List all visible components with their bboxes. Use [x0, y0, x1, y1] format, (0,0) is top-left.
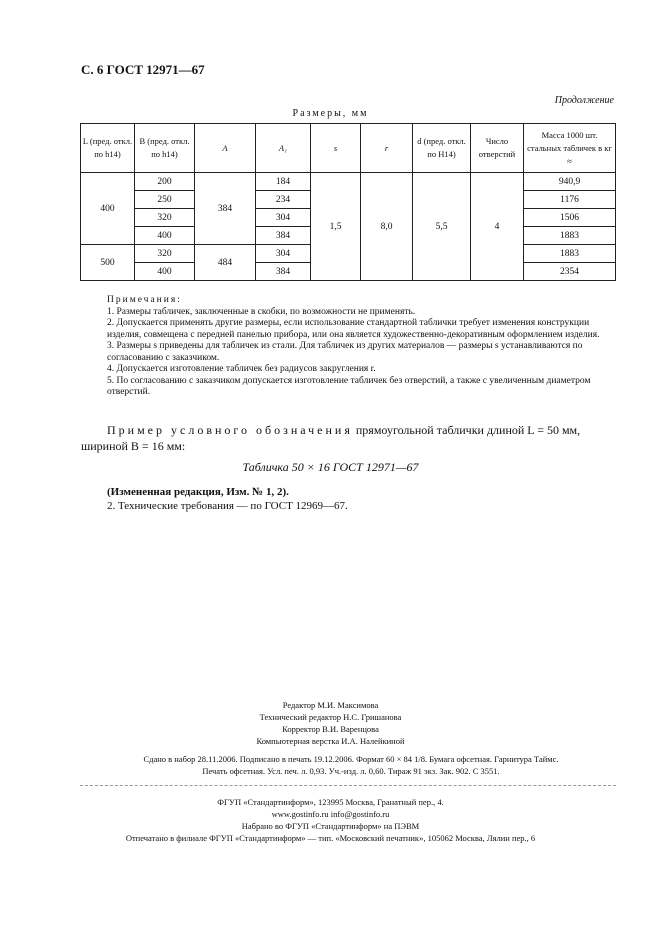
cell-A1: 234	[256, 191, 311, 209]
tech-requirements: 2. Технические требования — по ГОСТ 12969—67.	[107, 500, 348, 512]
amendment-note: (Измененная редакция, Изм. № 1, 2).	[107, 486, 289, 498]
example-paragraph	[81, 422, 616, 454]
header-d: d (пред. откл. по H14)	[413, 124, 471, 173]
example-text: прямоугольной таблички длиной L = 50 мм, шириной B = 16 мм:	[81, 423, 581, 453]
cell-A: 484	[195, 245, 256, 281]
cell-B: 400	[135, 227, 195, 245]
note-item: 5. По согласованию с заказчиком допускается изготовление табличек без отверстий, а также с увеличенным диаметром отверстий.	[107, 375, 591, 397]
footer-line: Отпечатано в филиале ФГУП «Стандартинформ» — тип. «Московский печатник», 105062 Москва, Лялин пер., 6	[125, 833, 536, 843]
footer-line: www.gostinfo.ru info@gostinfo.ru	[271, 809, 390, 819]
table-row	[81, 173, 616, 191]
note-item: 1. Размеры табличек, заключенные в скобки, по возможности не применять.	[107, 306, 416, 317]
header-A: A	[195, 124, 256, 173]
cell-B: 320	[135, 209, 195, 227]
header-mass: Масса 1000 шт. стальных табличек в кг ≈	[524, 124, 616, 173]
cell-A1: 184	[256, 173, 311, 191]
credit-corrector: Корректор В.И. Варенцова	[282, 724, 379, 734]
cell-holes: 4	[471, 173, 524, 281]
note-item: 4. Допускается изготовление табличек без радиусов закругления r.	[107, 364, 376, 374]
credit-tech-editor: Технический редактор Н.С. Гришанова	[259, 712, 402, 722]
cell-L: 500	[81, 245, 135, 281]
cell-A: 384	[195, 173, 256, 245]
example-lead: Пример условного обозначения	[107, 423, 353, 437]
cell-B: 250	[135, 191, 195, 209]
cell-A1: 384	[256, 227, 311, 245]
page-header: С. 6 ГОСТ 12971—67	[81, 62, 205, 77]
cell-d: 5,5	[413, 173, 471, 281]
footer-line: ФГУП «Стандартинформ», 123995 Москва, Гранатный пер., 4.	[217, 797, 444, 807]
cell-B: 320	[135, 245, 195, 263]
cell-A1: 304	[256, 209, 311, 227]
divider	[80, 785, 616, 786]
print-info	[86, 753, 616, 777]
cell-mass: 940,9	[524, 173, 616, 191]
header-A1: A₁	[256, 124, 311, 173]
cell-mass: 2354	[524, 263, 616, 281]
note-item: 2. Допускается применять другие размеры, если использование стандартной таблички требует изменения конструкции изделия, совмещена с передней панелью прибора, или она является художественно-декоративным оформлением изделия.	[107, 318, 600, 340]
sizes-caption: Размеры, мм	[292, 108, 369, 119]
print-info-line: Печать офсетная. Усл. печ. л. 0,93. Уч.-изд. л. 0,60. Тираж 91 экз. Зак. 902. С 3551.	[202, 766, 500, 776]
header-L: L (пред. откл. по h14)	[81, 124, 135, 173]
dimensions-table	[80, 123, 616, 281]
cell-B: 400	[135, 263, 195, 281]
header-r: r	[361, 124, 413, 173]
cell-A1: 304	[256, 245, 311, 263]
notes-title: Примечания:	[107, 295, 182, 305]
credit-editor: Редактор М.И. Максимова	[282, 700, 379, 710]
print-info-line: Сдано в набор 28.11.2006. Подписано в печать 19.12.2006. Формат 60 × 84 1/8. Бумага офсетная. Гарнитура Таймс.	[143, 754, 559, 764]
credit-layout: Компьютерная верстка И.А. Налейкиной	[256, 736, 405, 746]
footer-line: Набрано во ФГУП «Стандартинформ» на ПЭВМ	[241, 821, 420, 831]
cell-A1: 384	[256, 263, 311, 281]
cell-mass: 1506	[524, 209, 616, 227]
header-B: B (пред. откл. по h14)	[135, 124, 195, 173]
continuation-label: Продолжение	[554, 95, 614, 106]
note-item: 3. Размеры s приведены для табличек из стали. Для табличек из других материалов — размеры s устанавливаются по согласованию с заказчиком.	[107, 341, 583, 363]
notes-block	[107, 295, 615, 399]
cell-mass: 1176	[524, 191, 616, 209]
cell-mass: 1883	[524, 245, 616, 263]
cell-L: 400	[81, 173, 135, 245]
credits-block	[0, 699, 661, 747]
cell-mass: 1883	[524, 227, 616, 245]
publisher-footer	[0, 796, 661, 844]
designation-example: Табличка 50 × 16 ГОСТ 12971—67	[242, 460, 419, 474]
cell-s: 1,5	[311, 173, 361, 281]
cell-B: 200	[135, 173, 195, 191]
cell-r: 8,0	[361, 173, 413, 281]
header-holes: Число отверстий	[471, 124, 524, 173]
header-s: s	[311, 124, 361, 173]
